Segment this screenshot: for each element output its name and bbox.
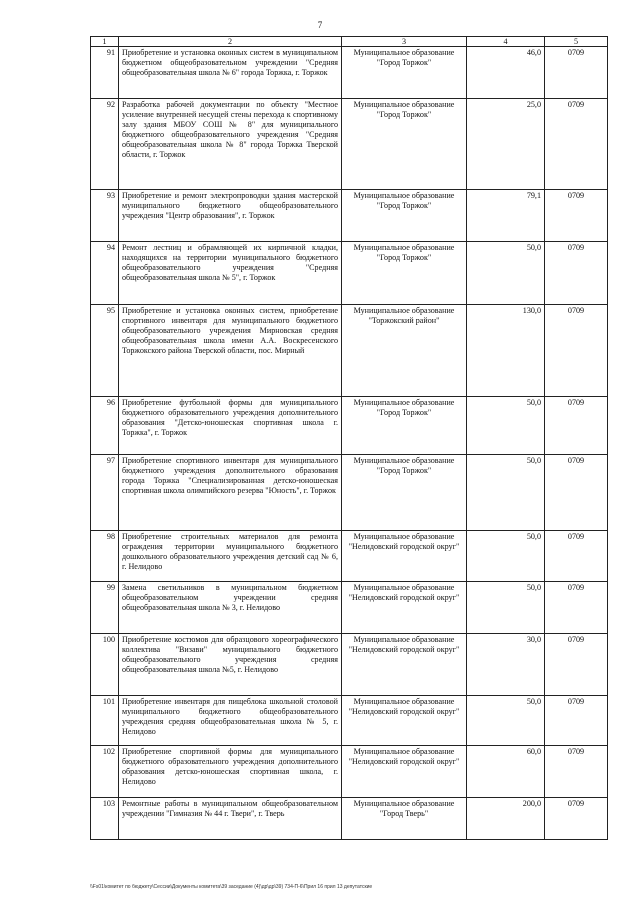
row-municipality: Муниципальное образование "Нелидовский городской округ": [342, 582, 467, 634]
row-municipality: Муниципальное образование "Город Торжок": [342, 397, 467, 455]
row-number: 101: [91, 696, 119, 746]
row-code: 0709: [545, 582, 608, 634]
row-amount: 130,0: [467, 305, 545, 397]
row-municipality: Муниципальное образование "Город Тверь": [342, 798, 467, 840]
row-municipality: Муниципальное образование "Город Торжок": [342, 455, 467, 531]
row-description: Ремонтные работы в муниципальном общеобразовательном учреждении "Гимназия № 44 г. Твери", г. Тверь: [119, 798, 342, 840]
table-row: [91, 634, 608, 696]
row-amount: 50,0: [467, 397, 545, 455]
row-amount: 79,1: [467, 190, 545, 242]
row-code: 0709: [545, 634, 608, 696]
row-number: 99: [91, 582, 119, 634]
row-amount: 25,0: [467, 99, 545, 190]
row-description: Приобретение и установка оконных систем, приобретение спортивного инвентаря для муниципального бюджетного общеобразовательного учреждения Мирновская средняя общеобразовательная школа имени А.А. Воскресенского Торжокского района Тверской области, пос. Мирный: [119, 305, 342, 397]
row-amount: 200,0: [467, 798, 545, 840]
row-code: 0709: [545, 190, 608, 242]
row-description: Замена светильников в муниципальном бюджетном общеобразовательном учреждении средняя общеобразовательная школа № 3, г. Нелидово: [119, 582, 342, 634]
row-code: 0709: [545, 47, 608, 99]
row-amount: 30,0: [467, 634, 545, 696]
row-municipality: Муниципальное образование "Нелидовский городской округ": [342, 634, 467, 696]
column-header: 4: [467, 37, 545, 47]
row-code: 0709: [545, 798, 608, 840]
row-description: Приобретение и установка оконных систем в муниципальном бюджетном общеобразовательном учреждении "Средняя общеобразовательная школа № 6" города Торжка, г. Торжок: [119, 47, 342, 99]
row-number: 103: [91, 798, 119, 840]
row-code: 0709: [545, 99, 608, 190]
row-description: Приобретение и ремонт электропроводки здания мастерской муниципального бюджетного общеобразовательного учреждения "Центр образования", г. Торжок: [119, 190, 342, 242]
row-municipality: Муниципальное образование "Город Торжок": [342, 242, 467, 305]
column-header: 3: [342, 37, 467, 47]
table-row: [91, 531, 608, 582]
table-row: [91, 696, 608, 746]
row-description: Приобретение футбольной формы для муниципального бюджетного образовательного учреждения дополнительного образования "Детско-юношеская спортивная школа г. Торжка", г. Торжок: [119, 397, 342, 455]
row-description: Приобретение спортивной формы для муниципального бюджетного образовательного учреждения дополнительного образования детско-юношеская спортивная школа, г. Нелидово: [119, 746, 342, 798]
row-code: 0709: [545, 305, 608, 397]
row-municipality: Муниципальное образование "Нелидовский городской округ": [342, 746, 467, 798]
row-municipality: Муниципальное образование "Нелидовский городской округ": [342, 696, 467, 746]
table-row: [91, 190, 608, 242]
budget-table: [90, 36, 608, 840]
row-description: Приобретение инвентаря для пищеблока школьной столовой муниципального бюджетного общеобразовательного учреждения средняя общеобразовательная школа № 5, г. Нелидово: [119, 696, 342, 746]
row-number: 100: [91, 634, 119, 696]
row-number: 102: [91, 746, 119, 798]
table-header-row: [91, 37, 608, 47]
row-code: 0709: [545, 746, 608, 798]
row-amount: 50,0: [467, 582, 545, 634]
row-amount: 50,0: [467, 455, 545, 531]
page-number: 7: [317, 20, 323, 30]
row-description: Приобретение костюмов для образцового хореографического коллектива "Визави" муниципального бюджетного общеобразовательного учреждения средняя общеобразовательная школа №5, г. Нелидово: [119, 634, 342, 696]
table-row: [91, 397, 608, 455]
row-description: Приобретение строительных материалов для ремонта ограждения территории муниципального бюджетного дошкольного образовательного учреждения детский сад № 6, г. Нелидово: [119, 531, 342, 582]
row-code: 0709: [545, 531, 608, 582]
table-row: [91, 99, 608, 190]
row-code: 0709: [545, 242, 608, 305]
table-row: [91, 746, 608, 798]
row-code: 0709: [545, 397, 608, 455]
row-amount: 50,0: [467, 242, 545, 305]
row-amount: 60,0: [467, 746, 545, 798]
row-code: 0709: [545, 455, 608, 531]
row-municipality: Муниципальное образование "Город Торжок": [342, 99, 467, 190]
row-municipality: Муниципальное образование "Нелидовский городской округ": [342, 531, 467, 582]
row-number: 98: [91, 531, 119, 582]
row-amount: 46,0: [467, 47, 545, 99]
table-row: [91, 305, 608, 397]
row-code: 0709: [545, 696, 608, 746]
row-number: 96: [91, 397, 119, 455]
table-row: [91, 582, 608, 634]
table-row: [91, 798, 608, 840]
table-row: [91, 455, 608, 531]
row-number: 94: [91, 242, 119, 305]
row-number: 97: [91, 455, 119, 531]
column-header: 5: [545, 37, 608, 47]
footer-file-path: \\Fs01\комитет по бюджету\Сессии\Документы комитета\39 заседание (4)\др\др\39) 734-П-6\Прил 16 прил 13 депутатские: [90, 884, 373, 890]
row-amount: 50,0: [467, 696, 545, 746]
row-description: Разработка рабочей документации по объекту "Местное усиление внутренней несущей стены перехода к спортивному залу здания МБОУ СОШ № 8" для муниципального бюджетного общеобразовательного учреждения "Средняя общеобразовательная школа № 8" города Торжка Тверской области, г. Торжок: [119, 99, 342, 190]
row-number: 91: [91, 47, 119, 99]
column-header: 1: [91, 37, 119, 47]
row-number: 92: [91, 99, 119, 190]
row-description: Приобретение спортивного инвентаря для муниципального бюджетного учреждения дополнительного образования города Торжка "Специализированная детско-юношеская спортивная школа олимпийского резерва "Юность", г. Торжок: [119, 455, 342, 531]
row-description: Ремонт лестниц и обрамляющей их кирпичной кладки, находящихся на территории муниципального бюджетного общеобразовательного учреждения "Средняя общеобразовательная школа № 5", г. Торжок: [119, 242, 342, 305]
row-municipality: Муниципальное образование "Город Торжок": [342, 47, 467, 99]
row-number: 95: [91, 305, 119, 397]
row-amount: 50,0: [467, 531, 545, 582]
column-header: 2: [119, 37, 342, 47]
row-municipality: Муниципальное образование "Торжокский район": [342, 305, 467, 397]
row-municipality: Муниципальное образование "Город Торжок": [342, 190, 467, 242]
table-row: [91, 47, 608, 99]
table-row: [91, 242, 608, 305]
row-number: 93: [91, 190, 119, 242]
